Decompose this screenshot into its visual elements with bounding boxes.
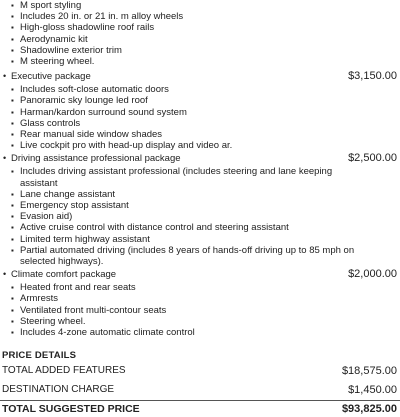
feature-item: ▪ M sport styling xyxy=(20,0,400,11)
destination-charge-value: $1,450.00 xyxy=(348,384,397,396)
feature-item: ▪ Armrests xyxy=(20,293,400,304)
package-header xyxy=(0,267,400,282)
total-suggested-price-value: $93,825.00 xyxy=(341,403,397,415)
feature-item: ▪ Glass controls xyxy=(20,118,400,129)
package-price: $3,150.00 xyxy=(348,70,397,83)
total-added-features-value: $18,575.00 xyxy=(341,365,397,377)
destination-charge-row xyxy=(0,382,400,398)
total-added-features-label: TOTAL ADDED FEATURES xyxy=(2,365,126,376)
price-details-title: PRICE DETAILS xyxy=(2,350,77,361)
bullet-icon: • xyxy=(3,71,7,82)
package-price: $2,500.00 xyxy=(348,152,397,165)
package-header xyxy=(0,151,400,166)
feature-list xyxy=(0,282,400,338)
package-executive xyxy=(0,69,400,151)
package-name: Executive package xyxy=(11,71,91,83)
package-climate-comfort xyxy=(0,267,400,338)
feature-list xyxy=(0,166,400,267)
package-name: Driving assistance professional package xyxy=(11,153,181,165)
feature-item: ▪ Includes driving assistant professional (includes steering and lane keeping assistant xyxy=(20,166,400,188)
feature-item: ▪ Emergency stop assistant xyxy=(20,200,400,211)
feature-item: ▪ Lane change assistant xyxy=(20,189,400,200)
feature-item: ▪ Steering wheel. xyxy=(20,316,400,327)
bullet-icon: • xyxy=(3,153,7,164)
feature-item: ▪ Partial automated driving (includes 8 years of hands-off driving up to 85 mph on selected highways). xyxy=(20,245,400,267)
bullet-icon: • xyxy=(3,269,7,280)
package-price: $2,000.00 xyxy=(348,268,397,281)
total-suggested-price-label: TOTAL SUGGESTED PRICE xyxy=(2,403,140,415)
feature-item: ▪ Aerodynamic kit xyxy=(20,34,400,45)
total-suggested-price-row xyxy=(0,400,400,417)
feature-item: ▪ Live cockpit pro with head-up display and video ar. xyxy=(20,140,400,151)
package-header xyxy=(0,69,400,84)
package-name: Climate comfort package xyxy=(11,269,117,281)
feature-item: ▪ Active cruise control with distance control and steering assistant xyxy=(20,222,400,233)
feature-item: ▪ Includes 20 in. or 21 in. m alloy wheels xyxy=(20,11,400,22)
total-added-features-row xyxy=(0,363,400,379)
feature-item: ▪ Harman/kardon surround sound system xyxy=(20,107,400,118)
package-m-sport xyxy=(0,0,400,67)
feature-item: ▪ Ventilated front multi-contour seats xyxy=(20,305,400,316)
feature-item: ▪ High-gloss shadowline roof rails xyxy=(20,22,400,33)
feature-item: ▪ Evasion aid) xyxy=(20,211,400,222)
feature-item: ▪ Heated front and rear seats xyxy=(20,282,400,293)
feature-item: ▪ Includes 4-zone automatic climate control xyxy=(20,327,400,338)
package-driving-assistance xyxy=(0,151,400,267)
destination-charge-label: DESTINATION CHARGE xyxy=(2,384,115,395)
feature-item: ▪ Rear manual side window shades xyxy=(20,129,400,140)
feature-item: ▪ Shadowline exterior trim xyxy=(20,45,400,56)
feature-item: ▪ M steering wheel. xyxy=(20,56,400,67)
feature-list xyxy=(0,84,400,151)
feature-item: ▪ Includes soft-close automatic doors xyxy=(20,84,400,95)
feature-item: ▪ Limited term highway assistant xyxy=(20,234,400,245)
feature-item: ▪ Panoramic sky lounge led roof xyxy=(20,95,400,106)
feature-list xyxy=(0,0,400,67)
